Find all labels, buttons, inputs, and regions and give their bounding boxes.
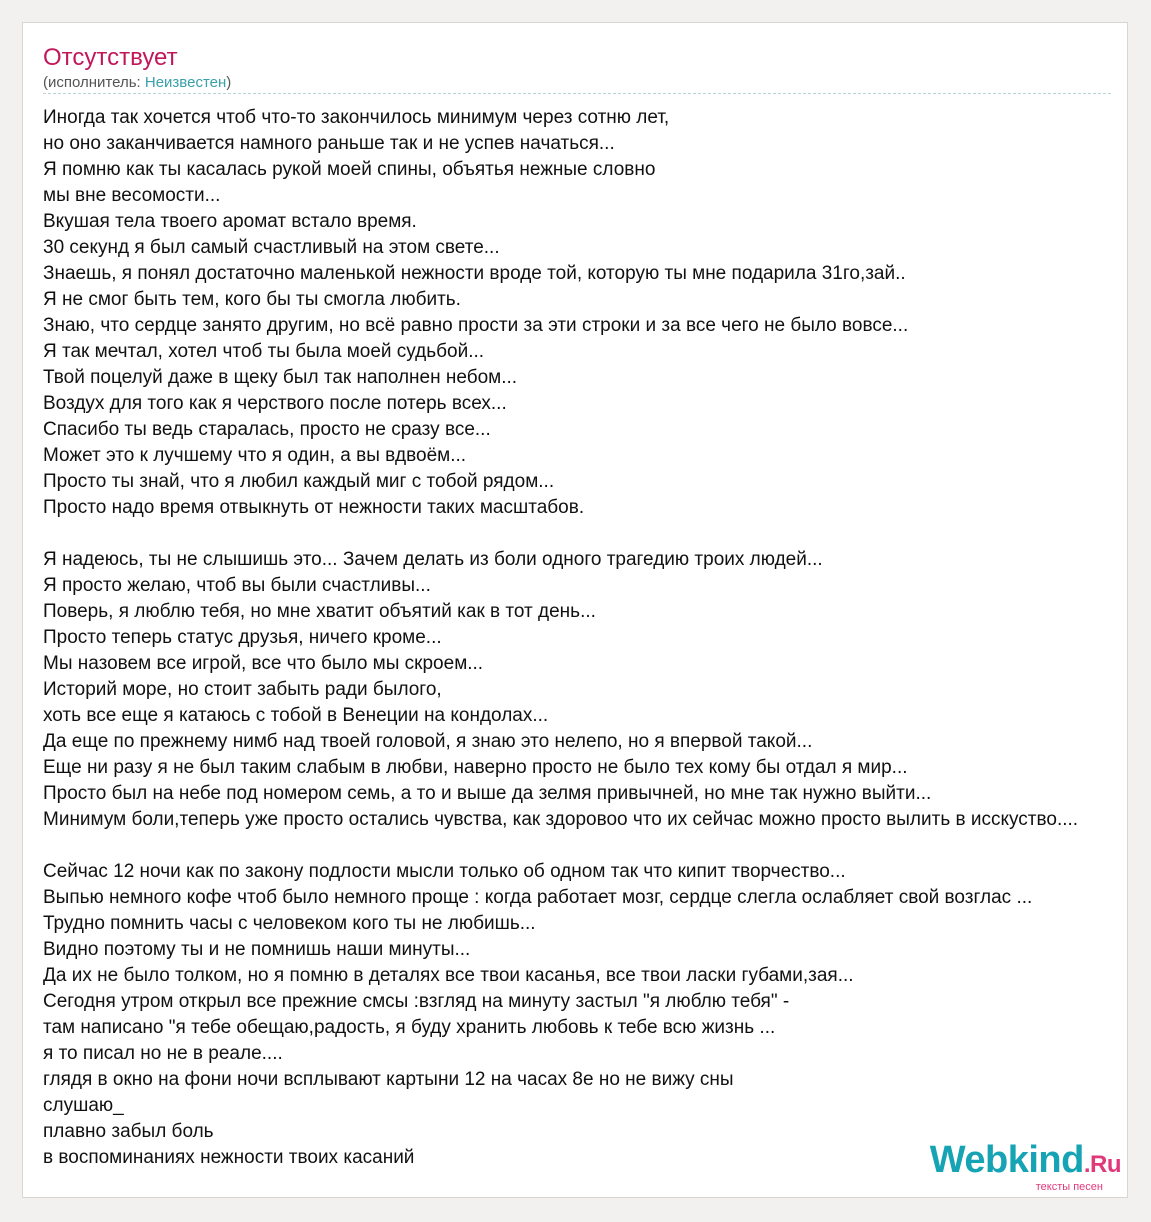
lyric-line: Сейчас 12 ночи как по закону подлости мысли только об одном так что кипит творчество... [43, 861, 846, 882]
lyric-line: Да еще по прежнему нимб над твоей головой, я знаю это нелепо, но я впервой такой... [43, 731, 813, 752]
stanza-1 [43, 105, 1128, 521]
lyric-line: Мы назовем все игрой, все что было мы скроем... [43, 653, 484, 674]
lyric-line: Может это к лучшему что я один, а вы вдвоём... [43, 445, 467, 466]
artist-suffix: ) [226, 74, 232, 91]
lyric-line: Я не смог быть тем, кого бы ты смогла любить. [43, 289, 461, 310]
dashed-divider [43, 93, 1111, 94]
lyric-line: но оно заканчивается намного раньше так и не успев начаться... [43, 133, 615, 154]
lyric-line: Минимум боли,теперь уже просто остались чувства, как здоровоо что их сейчас можно просто вылить в исскуство.... [43, 809, 1079, 830]
site-logo[interactable] [930, 1141, 1121, 1193]
lyric-line: Сегодня утром открыл все прежние смсы :взгляд на минуту застыл "я люблю тебя" - [43, 991, 790, 1012]
lyric-line: Просто ты знай, что я любил каждый миг с тобой рядом... [43, 471, 555, 492]
logo-tld: .Ru [1083, 1151, 1121, 1178]
lyric-line: хоть все еще я катаюсь с тобой в Венеции на кондолах... [43, 705, 549, 726]
lyric-line: Знаю, что сердце занято другим, но всё равно прости за эти строки и за все чего не было вовсе... [43, 315, 909, 336]
lyrics-card [22, 22, 1128, 1198]
stanza-gap [43, 833, 1128, 859]
lyric-line: в воспоминаниях нежности твоих касаний [43, 1147, 415, 1168]
lyric-line: Еще ни разу я не был таким слабым в любви, наверно просто не было тех кому бы отдал я мир... [43, 757, 908, 778]
lyric-line: Спасибо ты ведь старалась, просто не сразу все... [43, 419, 491, 440]
lyric-line: Просто надо время отвыкнуть от нежности таких масштабов. [43, 497, 585, 518]
lyric-line: Воздух для того как я черствого после потерь всех... [43, 393, 507, 414]
lyric-line: Просто был на небе под номером семь, а то и выше да зелмя привычней, но мне так нужно выйти... [43, 783, 932, 804]
lyric-line: Я помню как ты касалась рукой моей спины, объятья нежные словно [43, 159, 656, 180]
lyric-line: там написано "я тебе обещаю,радость, я буду хранить любовь к тебе всю жизнь ... [43, 1017, 776, 1038]
lyric-line: Я так мечтал, хотел чтоб ты была моей судьбой... [43, 341, 485, 362]
lyric-line: Видно поэтому ты и не помнишь наши минуты... [43, 939, 471, 960]
lyric-line: плавно забыл боль [43, 1121, 214, 1142]
lyric-line: Я надеюсь, ты не слышишь это... Зачем делать из боли одного трагедию троих людей... [43, 549, 823, 570]
lyric-line: Трудно помнить часы с человеком кого ты не любишь... [43, 913, 536, 934]
logo-wordmark [930, 1141, 1121, 1184]
lyric-line: глядя в окно на фони ночи всплывают картыни 12 на часах 8е но не вижу сны [43, 1069, 734, 1090]
lyric-line: Иногда так хочется чтоб что-то закончилось минимум через сотню лет, [43, 107, 670, 128]
lyric-line: Твой поцелуй даже в щеку был так наполнен небом... [43, 367, 518, 388]
lyric-line: Выпью немного кофе чтоб было немного проще : когда работает мозг, сердце слегла ослабляет свой возглас ... [43, 887, 1033, 908]
stanza-2 [43, 547, 1128, 833]
lyric-line: Да их не было толком, но я помню в деталях все твои касанья, все твои ласки губами,зая... [43, 965, 854, 986]
lyric-line: Вкушая тела твоего аромат встало время. [43, 211, 417, 232]
lyric-line: 30 секунд я был самый счастливый на этом свете... [43, 237, 500, 258]
stanza-gap [43, 521, 1128, 547]
lyric-line: Знаешь, я понял достаточно маленькой нежности вроде той, которую ты мне подарила 31го,зай.. [43, 263, 906, 284]
lyric-line: Просто теперь статус друзья, ничего кроме... [43, 627, 442, 648]
song-title: Отсутствует [43, 44, 178, 71]
lyric-line: я то писал но не в реале.... [43, 1043, 283, 1064]
lyrics-text [43, 105, 1128, 1171]
lyric-line: Поверь, я люблю тебя, но мне хватит объятий как в тот день... [43, 601, 596, 622]
lyric-line: Историй море, но стоит забыть ради былого, [43, 679, 442, 700]
lyric-line: Я просто желаю, чтоб вы были счастливы... [43, 575, 431, 596]
lyric-line: слушаю_ [43, 1095, 124, 1116]
stanza-3 [43, 859, 1128, 1171]
artist-link[interactable]: Неизвестен [144, 74, 227, 91]
logo-name: Webkind [929, 1139, 1084, 1181]
logo-tagline: тексты песен [1035, 1181, 1103, 1193]
lyric-line: мы вне весомости... [43, 185, 221, 206]
artist-prefix: (исполнитель: [43, 74, 145, 91]
artist-line [43, 73, 231, 93]
